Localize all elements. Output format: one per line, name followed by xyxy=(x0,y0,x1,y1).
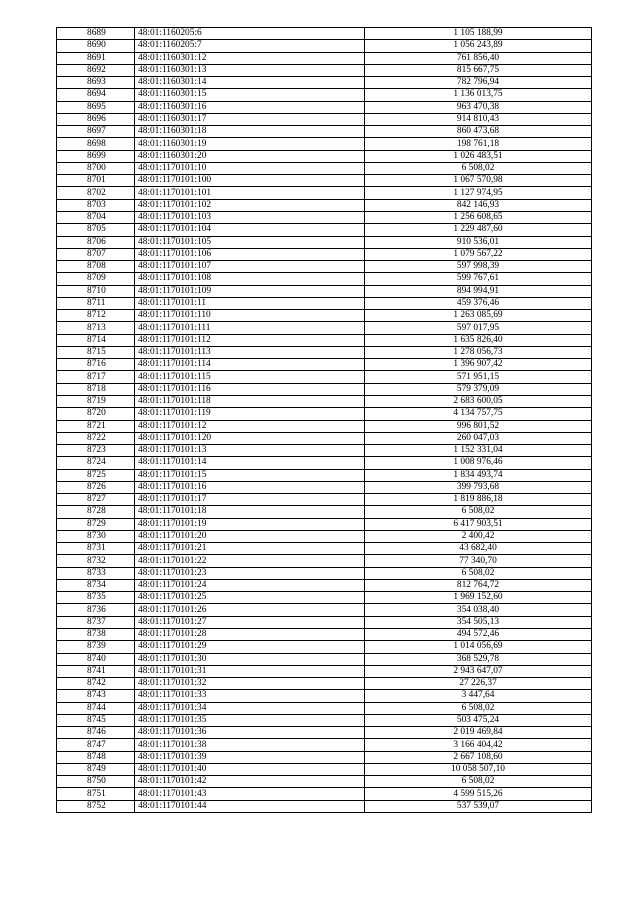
row-number-cell: 8698 xyxy=(57,138,135,150)
cadastral-value-cell: 1 152 331,04 xyxy=(365,445,592,457)
cadastral-number-cell: 48:01:1170101:11 xyxy=(135,297,365,309)
table-row xyxy=(57,150,592,162)
table-row xyxy=(57,702,592,714)
table-row xyxy=(57,665,592,677)
table-row xyxy=(57,518,592,530)
cadastral-value-cell: 2 683 600,05 xyxy=(365,395,592,407)
cadastral-value-cell: 1 014 056,69 xyxy=(365,641,592,653)
cadastral-number-cell: 48:01:1170101:118 xyxy=(135,395,365,407)
table-row xyxy=(57,579,592,591)
cadastral-number-cell: 48:01:1160301:19 xyxy=(135,138,365,150)
cadastral-number-cell: 48:01:1170101:119 xyxy=(135,408,365,420)
cadastral-number-cell: 48:01:1160301:15 xyxy=(135,89,365,101)
table-row xyxy=(57,261,592,273)
table-row xyxy=(57,763,592,775)
table-row xyxy=(57,494,592,506)
cadastral-number-cell: 48:01:1170101:108 xyxy=(135,273,365,285)
table-row xyxy=(57,187,592,199)
cadastral-value-cell: 10 058 507,10 xyxy=(365,763,592,775)
cadastral-number-cell: 48:01:1170101:104 xyxy=(135,224,365,236)
table-row xyxy=(57,604,592,616)
cadastral-number-cell: 48:01:1170101:110 xyxy=(135,310,365,322)
cadastral-value-cell: 260 047,03 xyxy=(365,432,592,444)
cadastral-number-cell: 48:01:1170101:33 xyxy=(135,690,365,702)
cadastral-number-cell: 48:01:1170101:114 xyxy=(135,359,365,371)
cadastral-number-cell: 48:01:1170101:12 xyxy=(135,420,365,432)
cadastral-value-cell: 599 767,61 xyxy=(365,273,592,285)
row-number-cell: 8746 xyxy=(57,727,135,739)
table-row xyxy=(57,788,592,800)
cadastral-number-cell: 48:01:1160205:7 xyxy=(135,40,365,52)
row-number-cell: 8738 xyxy=(57,629,135,641)
table-row xyxy=(57,653,592,665)
cadastral-number-cell: 48:01:1170101:116 xyxy=(135,383,365,395)
table-row xyxy=(57,310,592,322)
row-number-cell: 8707 xyxy=(57,248,135,260)
cadastral-value-cell: 4 599 515,26 xyxy=(365,788,592,800)
cadastral-number-cell: 48:01:1170101:20 xyxy=(135,530,365,542)
table-row xyxy=(57,727,592,739)
row-number-cell: 8740 xyxy=(57,653,135,665)
row-number-cell: 8699 xyxy=(57,150,135,162)
cadastral-value-cell: 459 376,46 xyxy=(365,297,592,309)
table-row xyxy=(57,432,592,444)
row-number-cell: 8733 xyxy=(57,567,135,579)
cadastral-number-cell: 48:01:1160301:16 xyxy=(135,101,365,113)
row-number-cell: 8721 xyxy=(57,420,135,432)
row-number-cell: 8729 xyxy=(57,518,135,530)
row-number-cell: 8715 xyxy=(57,346,135,358)
cadastral-number-cell: 48:01:1170101:43 xyxy=(135,788,365,800)
row-number-cell: 8735 xyxy=(57,592,135,604)
cadastral-value-cell: 910 536,01 xyxy=(365,236,592,248)
row-number-cell: 8696 xyxy=(57,113,135,125)
row-number-cell: 8734 xyxy=(57,579,135,591)
row-number-cell: 8709 xyxy=(57,273,135,285)
table-row xyxy=(57,408,592,420)
cadastral-value-cell: 1 834 493,74 xyxy=(365,469,592,481)
cadastral-value-cell: 1 278 056,73 xyxy=(365,346,592,358)
row-number-cell: 8705 xyxy=(57,224,135,236)
row-number-cell: 8716 xyxy=(57,359,135,371)
table-row xyxy=(57,248,592,260)
cadastral-number-cell: 48:01:1170101:13 xyxy=(135,445,365,457)
table-row xyxy=(57,567,592,579)
cadastral-value-cell: 2 400,42 xyxy=(365,530,592,542)
table-row xyxy=(57,101,592,113)
table-row xyxy=(57,297,592,309)
cadastral-value-cell: 571 951,15 xyxy=(365,371,592,383)
cadastral-value-cell: 597 017,95 xyxy=(365,322,592,334)
cadastral-value-cell: 1 396 907,42 xyxy=(365,359,592,371)
cadastral-number-cell: 48:01:1170101:27 xyxy=(135,616,365,628)
table-row xyxy=(57,211,592,223)
table-row xyxy=(57,162,592,174)
cadastral-value-cell: 1 008 976,46 xyxy=(365,457,592,469)
table-row xyxy=(57,739,592,751)
cadastral-number-cell: 48:01:1170101:115 xyxy=(135,371,365,383)
cadastral-value-cell: 4 134 757,75 xyxy=(365,408,592,420)
table-row xyxy=(57,800,592,812)
table-row xyxy=(57,395,592,407)
cadastral-number-cell: 48:01:1170101:30 xyxy=(135,653,365,665)
cadastral-value-cell: 1 079 567,22 xyxy=(365,248,592,260)
cadastral-value-cell: 1 105 188,99 xyxy=(365,28,592,40)
row-number-cell: 8724 xyxy=(57,457,135,469)
cadastral-number-cell: 48:01:1170101:106 xyxy=(135,248,365,260)
row-number-cell: 8719 xyxy=(57,395,135,407)
table-row xyxy=(57,113,592,125)
cadastral-number-cell: 48:01:1160301:14 xyxy=(135,77,365,89)
cadastral-number-cell: 48:01:1170101:18 xyxy=(135,506,365,518)
cadastral-number-cell: 48:01:1170101:113 xyxy=(135,346,365,358)
row-number-cell: 8745 xyxy=(57,714,135,726)
cadastral-value-cell: 1 056 243,89 xyxy=(365,40,592,52)
cadastral-number-cell: 48:01:1170101:34 xyxy=(135,702,365,714)
cadastral-number-cell: 48:01:1170101:15 xyxy=(135,469,365,481)
cadastral-number-cell: 48:01:1170101:24 xyxy=(135,579,365,591)
row-number-cell: 8689 xyxy=(57,28,135,40)
table-row xyxy=(57,64,592,76)
cadastral-value-cell: 6 508,02 xyxy=(365,162,592,174)
cadastral-value-cell: 761 856,40 xyxy=(365,52,592,64)
row-number-cell: 8700 xyxy=(57,162,135,174)
cadastral-number-cell: 48:01:1170101:107 xyxy=(135,261,365,273)
row-number-cell: 8723 xyxy=(57,445,135,457)
cadastral-value-cell: 2 019 469,84 xyxy=(365,727,592,739)
cadastral-value-cell: 860 473,68 xyxy=(365,126,592,138)
row-number-cell: 8722 xyxy=(57,432,135,444)
cadastral-value-cell: 1 969 152,60 xyxy=(365,592,592,604)
cadastral-value-table xyxy=(56,27,592,813)
cadastral-value-cell: 842 146,93 xyxy=(365,199,592,211)
cadastral-number-cell: 48:01:1160301:12 xyxy=(135,52,365,64)
cadastral-number-cell: 48:01:1170101:42 xyxy=(135,776,365,788)
table-row xyxy=(57,371,592,383)
row-number-cell: 8717 xyxy=(57,371,135,383)
cadastral-value-cell: 43 682,40 xyxy=(365,543,592,555)
row-number-cell: 8739 xyxy=(57,641,135,653)
cadastral-value-cell: 1 635 826,40 xyxy=(365,334,592,346)
cadastral-value-cell: 3 447,64 xyxy=(365,690,592,702)
table-row xyxy=(57,530,592,542)
row-number-cell: 8725 xyxy=(57,469,135,481)
table-row xyxy=(57,322,592,334)
row-number-cell: 8727 xyxy=(57,494,135,506)
table-row xyxy=(57,420,592,432)
row-number-cell: 8741 xyxy=(57,665,135,677)
table-row xyxy=(57,616,592,628)
row-number-cell: 8710 xyxy=(57,285,135,297)
cadastral-number-cell: 48:01:1160301:17 xyxy=(135,113,365,125)
cadastral-number-cell: 48:01:1170101:28 xyxy=(135,629,365,641)
cadastral-number-cell: 48:01:1170101:38 xyxy=(135,739,365,751)
row-number-cell: 8712 xyxy=(57,310,135,322)
row-number-cell: 8701 xyxy=(57,175,135,187)
table-row xyxy=(57,776,592,788)
row-number-cell: 8714 xyxy=(57,334,135,346)
row-number-cell: 8726 xyxy=(57,481,135,493)
cadastral-value-cell: 812 764,72 xyxy=(365,579,592,591)
cadastral-number-cell: 48:01:1170101:40 xyxy=(135,763,365,775)
table-row xyxy=(57,641,592,653)
table-row xyxy=(57,28,592,40)
row-number-cell: 8751 xyxy=(57,788,135,800)
cadastral-number-cell: 48:01:1170101:39 xyxy=(135,751,365,763)
cadastral-value-cell: 27 226,37 xyxy=(365,678,592,690)
cadastral-number-cell: 48:01:1170101:21 xyxy=(135,543,365,555)
cadastral-number-cell: 48:01:1160301:13 xyxy=(135,64,365,76)
table-row xyxy=(57,481,592,493)
table-row xyxy=(57,445,592,457)
row-number-cell: 8736 xyxy=(57,604,135,616)
cadastral-number-cell: 48:01:1170101:32 xyxy=(135,678,365,690)
cadastral-value-cell: 77 340,70 xyxy=(365,555,592,567)
cadastral-number-cell: 48:01:1170101:103 xyxy=(135,211,365,223)
table-row xyxy=(57,273,592,285)
row-number-cell: 8695 xyxy=(57,101,135,113)
row-number-cell: 8704 xyxy=(57,211,135,223)
row-number-cell: 8718 xyxy=(57,383,135,395)
table-body xyxy=(57,28,592,813)
row-number-cell: 8693 xyxy=(57,77,135,89)
cadastral-value-cell: 354 505,13 xyxy=(365,616,592,628)
cadastral-number-cell: 48:01:1170101:111 xyxy=(135,322,365,334)
table-row xyxy=(57,346,592,358)
cadastral-number-cell: 48:01:1170101:120 xyxy=(135,432,365,444)
cadastral-number-cell: 48:01:1170101:25 xyxy=(135,592,365,604)
cadastral-value-cell: 3 166 404,42 xyxy=(365,739,592,751)
cadastral-number-cell: 48:01:1170101:23 xyxy=(135,567,365,579)
table-row xyxy=(57,457,592,469)
row-number-cell: 8702 xyxy=(57,187,135,199)
cadastral-value-cell: 579 379,09 xyxy=(365,383,592,395)
table-row xyxy=(57,690,592,702)
row-number-cell: 8743 xyxy=(57,690,135,702)
cadastral-number-cell: 48:01:1170101:105 xyxy=(135,236,365,248)
cadastral-value-cell: 494 572,46 xyxy=(365,629,592,641)
cadastral-value-cell: 815 667,75 xyxy=(365,64,592,76)
row-number-cell: 8747 xyxy=(57,739,135,751)
cadastral-number-cell: 48:01:1170101:29 xyxy=(135,641,365,653)
row-number-cell: 8750 xyxy=(57,776,135,788)
table-row xyxy=(57,469,592,481)
table-row xyxy=(57,334,592,346)
row-number-cell: 8720 xyxy=(57,408,135,420)
cadastral-value-cell: 782 796,94 xyxy=(365,77,592,89)
cadastral-value-cell: 399 793,68 xyxy=(365,481,592,493)
cadastral-value-cell: 6 508,02 xyxy=(365,702,592,714)
cadastral-number-cell: 48:01:1170101:26 xyxy=(135,604,365,616)
cadastral-value-cell: 354 038,40 xyxy=(365,604,592,616)
cadastral-value-cell: 1 263 085,69 xyxy=(365,310,592,322)
table-row xyxy=(57,285,592,297)
row-number-cell: 8706 xyxy=(57,236,135,248)
cadastral-number-cell: 48:01:1160301:20 xyxy=(135,150,365,162)
row-number-cell: 8697 xyxy=(57,126,135,138)
cadastral-number-cell: 48:01:1170101:44 xyxy=(135,800,365,812)
table-row xyxy=(57,678,592,690)
table-row xyxy=(57,592,592,604)
cadastral-value-cell: 6 508,02 xyxy=(365,506,592,518)
cadastral-number-cell: 48:01:1170101:101 xyxy=(135,187,365,199)
cadastral-number-cell: 48:01:1170101:36 xyxy=(135,727,365,739)
cadastral-value-cell: 368 529,78 xyxy=(365,653,592,665)
cadastral-number-cell: 48:01:1170101:14 xyxy=(135,457,365,469)
table-row xyxy=(57,383,592,395)
table-row xyxy=(57,714,592,726)
cadastral-value-cell: 2 667 108,60 xyxy=(365,751,592,763)
row-number-cell: 8731 xyxy=(57,543,135,555)
cadastral-number-cell: 48:01:1170101:19 xyxy=(135,518,365,530)
cadastral-number-cell: 48:01:1170101:102 xyxy=(135,199,365,211)
table-row xyxy=(57,175,592,187)
cadastral-number-cell: 48:01:1160205:6 xyxy=(135,28,365,40)
table-row xyxy=(57,89,592,101)
cadastral-number-cell: 48:01:1170101:100 xyxy=(135,175,365,187)
cadastral-value-cell: 1 067 570,98 xyxy=(365,175,592,187)
cadastral-value-cell: 6 508,02 xyxy=(365,776,592,788)
cadastral-value-cell: 6 508,02 xyxy=(365,567,592,579)
row-number-cell: 8742 xyxy=(57,678,135,690)
row-number-cell: 8748 xyxy=(57,751,135,763)
row-number-cell: 8730 xyxy=(57,530,135,542)
table-row xyxy=(57,629,592,641)
table-row xyxy=(57,506,592,518)
cadastral-value-cell: 1 819 886,18 xyxy=(365,494,592,506)
table-row xyxy=(57,199,592,211)
table-row xyxy=(57,224,592,236)
cadastral-value-cell: 996 801,52 xyxy=(365,420,592,432)
row-number-cell: 8691 xyxy=(57,52,135,64)
cadastral-value-cell: 198 761,18 xyxy=(365,138,592,150)
row-number-cell: 8694 xyxy=(57,89,135,101)
cadastral-value-cell: 1 256 608,65 xyxy=(365,211,592,223)
row-number-cell: 8703 xyxy=(57,199,135,211)
row-number-cell: 8737 xyxy=(57,616,135,628)
row-number-cell: 8744 xyxy=(57,702,135,714)
row-number-cell: 8749 xyxy=(57,763,135,775)
table-row xyxy=(57,138,592,150)
cadastral-value-cell: 1 127 974,95 xyxy=(365,187,592,199)
table-row xyxy=(57,52,592,64)
cadastral-number-cell: 48:01:1170101:109 xyxy=(135,285,365,297)
row-number-cell: 8752 xyxy=(57,800,135,812)
table-row xyxy=(57,40,592,52)
cadastral-value-cell: 503 475,24 xyxy=(365,714,592,726)
cadastral-value-cell: 1 229 487,60 xyxy=(365,224,592,236)
table-row xyxy=(57,555,592,567)
cadastral-number-cell: 48:01:1170101:17 xyxy=(135,494,365,506)
table-row xyxy=(57,77,592,89)
table-row xyxy=(57,126,592,138)
cadastral-value-cell: 2 943 647,07 xyxy=(365,665,592,677)
cadastral-value-cell: 1 026 483,51 xyxy=(365,150,592,162)
cadastral-number-cell: 48:01:1170101:16 xyxy=(135,481,365,493)
cadastral-number-cell: 48:01:1170101:35 xyxy=(135,714,365,726)
cadastral-value-cell: 6 417 903,51 xyxy=(365,518,592,530)
cadastral-number-cell: 48:01:1160301:18 xyxy=(135,126,365,138)
row-number-cell: 8713 xyxy=(57,322,135,334)
cadastral-number-cell: 48:01:1170101:10 xyxy=(135,162,365,174)
row-number-cell: 8692 xyxy=(57,64,135,76)
cadastral-value-cell: 597 998,39 xyxy=(365,261,592,273)
cadastral-number-cell: 48:01:1170101:22 xyxy=(135,555,365,567)
cadastral-value-cell: 963 470,38 xyxy=(365,101,592,113)
row-number-cell: 8728 xyxy=(57,506,135,518)
row-number-cell: 8708 xyxy=(57,261,135,273)
table-row xyxy=(57,359,592,371)
table-row xyxy=(57,543,592,555)
row-number-cell: 8711 xyxy=(57,297,135,309)
cadastral-value-cell: 914 810,43 xyxy=(365,113,592,125)
cadastral-number-cell: 48:01:1170101:31 xyxy=(135,665,365,677)
row-number-cell: 8690 xyxy=(57,40,135,52)
cadastral-number-cell: 48:01:1170101:112 xyxy=(135,334,365,346)
cadastral-value-cell: 1 136 013,75 xyxy=(365,89,592,101)
cadastral-value-cell: 894 994,91 xyxy=(365,285,592,297)
table-row xyxy=(57,751,592,763)
cadastral-value-cell: 537 539,07 xyxy=(365,800,592,812)
table-row xyxy=(57,236,592,248)
row-number-cell: 8732 xyxy=(57,555,135,567)
